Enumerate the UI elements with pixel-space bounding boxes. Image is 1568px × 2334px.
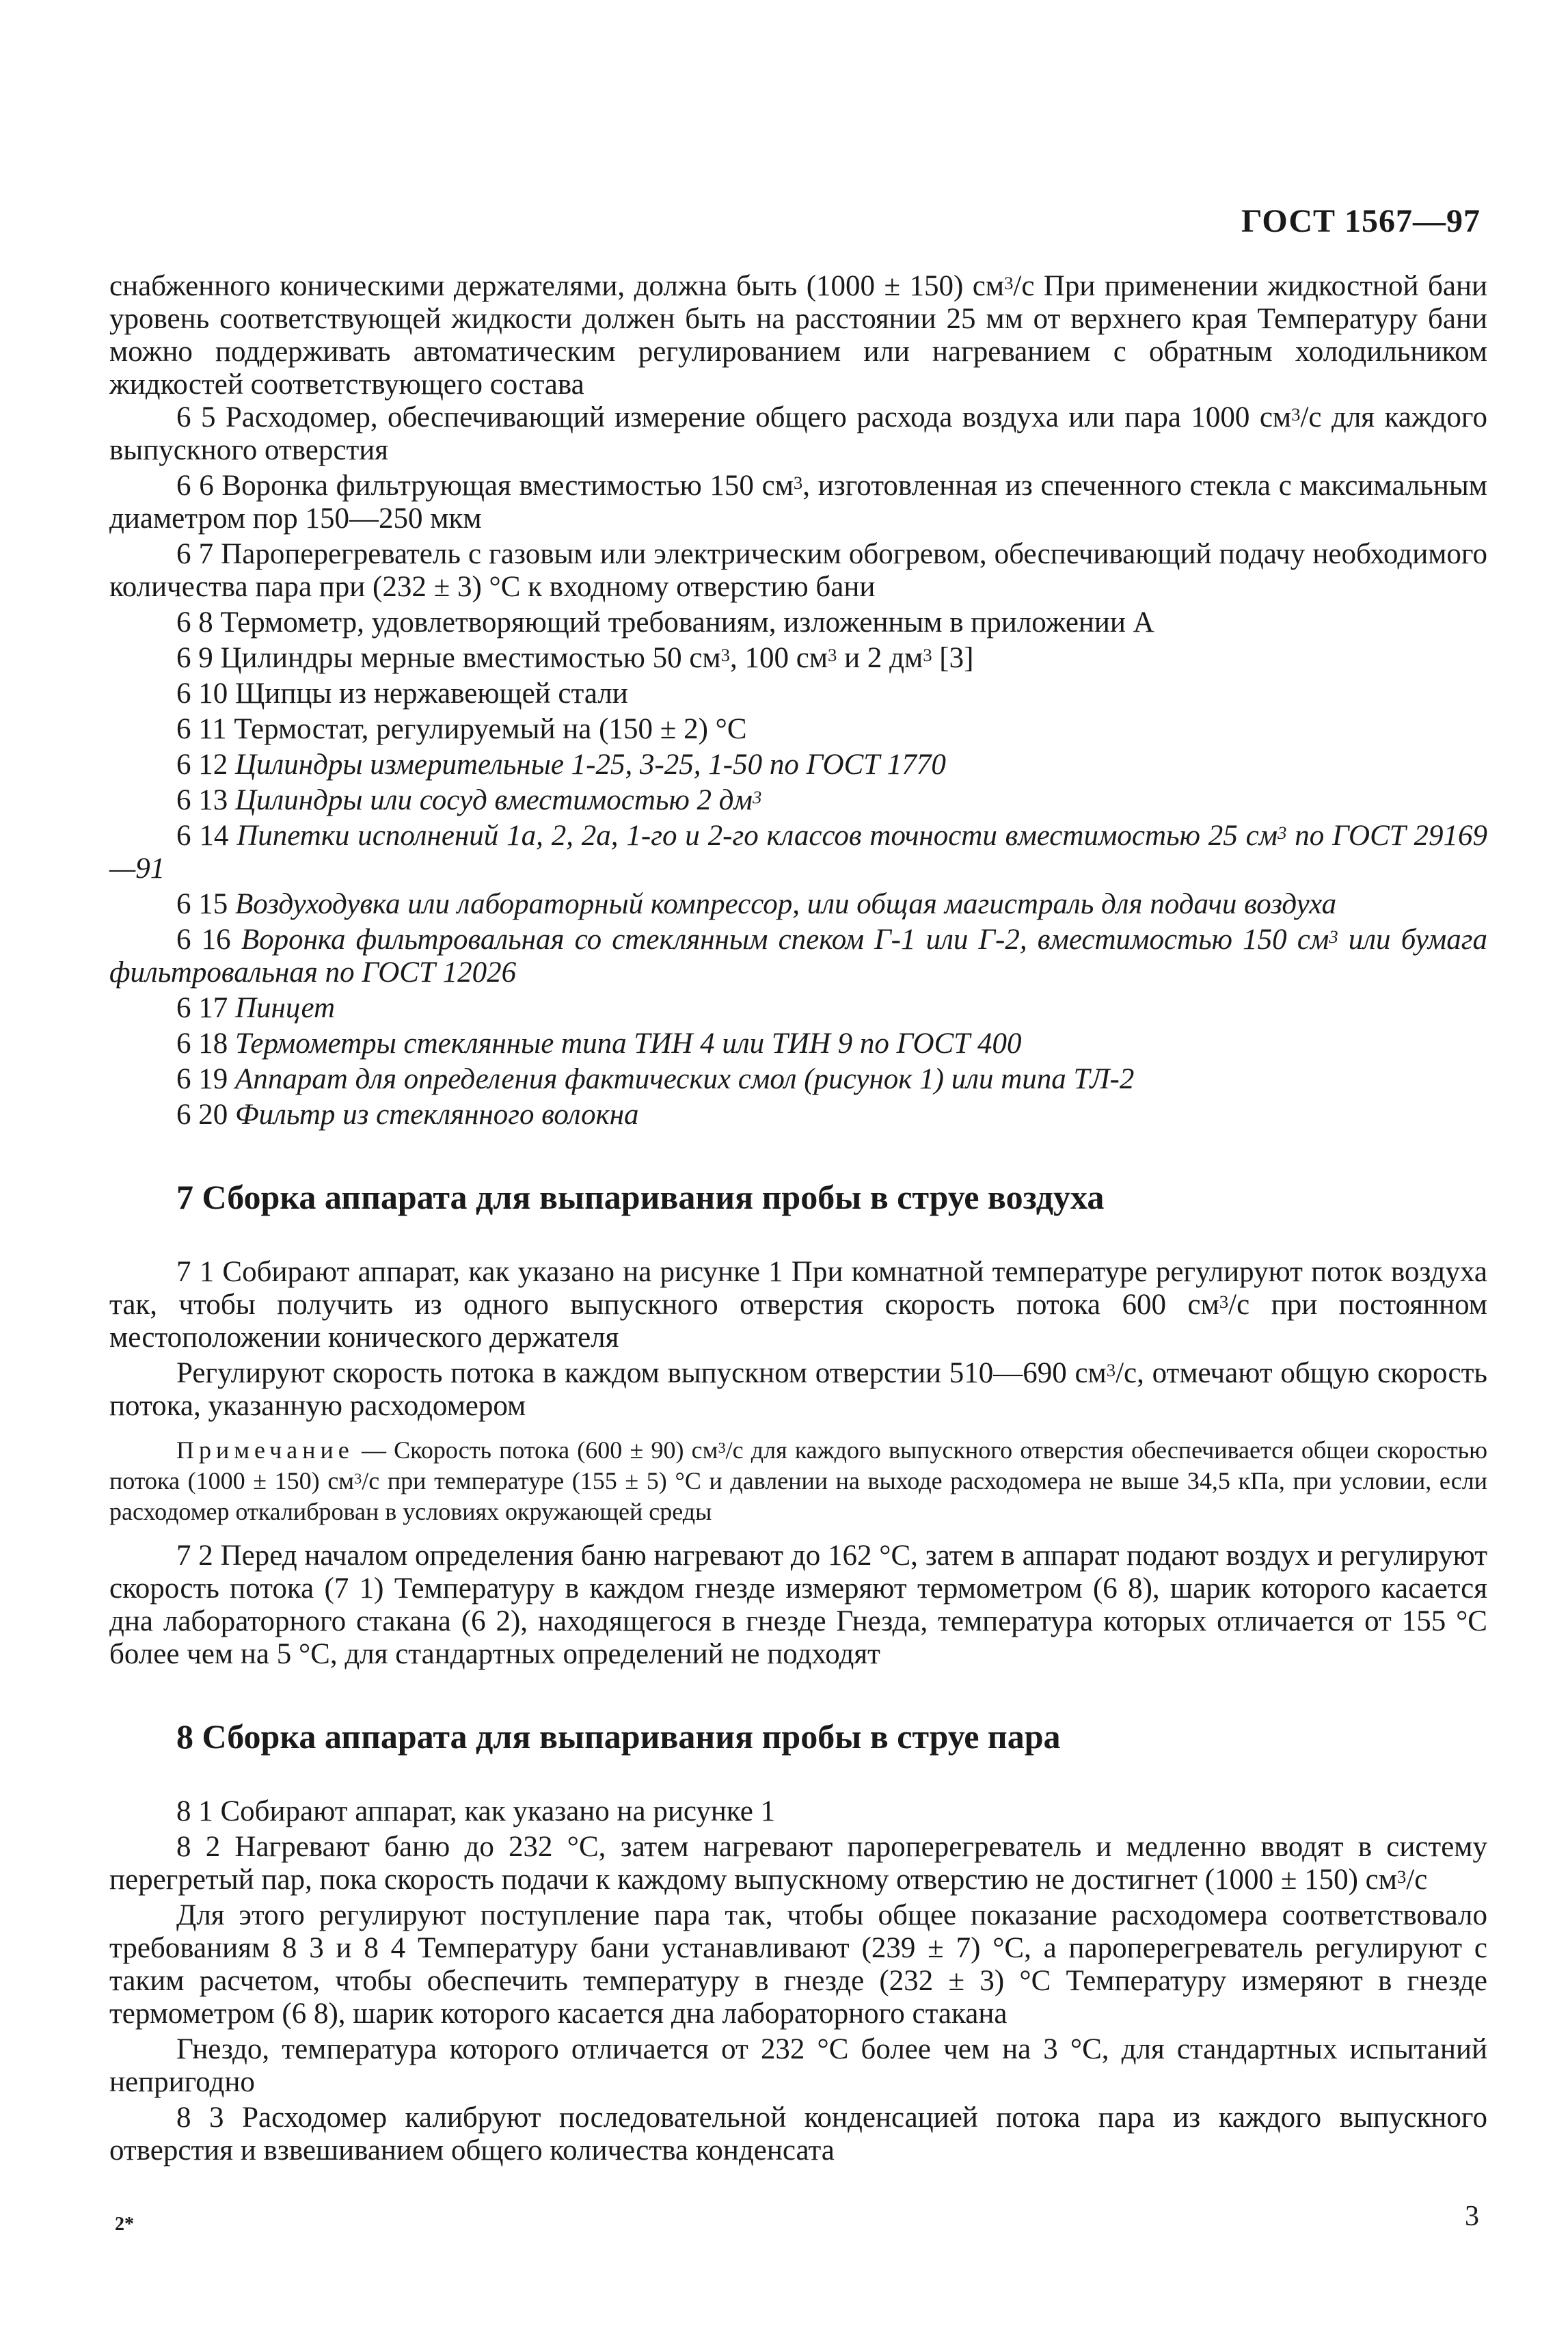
paragraph-8-2-socket: Гнездо, температура которого отличается от 232 °С более чем на 3 °С, для стандартных испытаний непригодно bbox=[109, 2033, 1487, 2098]
item-number: 6 20 bbox=[176, 1099, 228, 1131]
paragraph-7-2: 7 2 Перед началом определения баню нагревают до 162 °С, затем в аппарат подают воздух и регулируют скорость потока (7 1) Температуру в каждом гнезде измеряют термометром (6 8), шарик которого касается дна лабораторного стакана (6 2), находящегося в гнезде Гнезда, температура которых отличается от 155 °С более чем на 5 °С, для стандартных определений не подходят bbox=[109, 1540, 1487, 1670]
item-6-18 bbox=[109, 1028, 1487, 1060]
document-body bbox=[109, 270, 1487, 2167]
paragraph-6-7: 6 7 Пароперегреватель с газовым или электрическим обогревом, обеспечивающий подачу необходимого количества пара при (232 ± 3) °С к входному отверстию бани bbox=[109, 538, 1487, 603]
signature-mark: 2* bbox=[115, 2214, 134, 2235]
item-6-13 bbox=[109, 784, 1487, 817]
item-number: 6 18 bbox=[176, 1028, 228, 1060]
item-6-14 bbox=[109, 820, 1487, 885]
section-8-heading: 8 Сборка аппарата для выпаривания пробы в струе пара bbox=[176, 1717, 1061, 1756]
item-6-20 bbox=[109, 1099, 1487, 1131]
item-6-16 bbox=[109, 924, 1487, 989]
note-text: — Скорость потока (600 ± 90) $см^3/с$ для каждого выпускного отверстия обеспечивается общеи скоростью потока (1000 ± 150) $см^3/с$ при температуре (155 ± 5) °С и давлении на выходе расходомера не выше 34,5 кПа, при условии, если расходомер откалиброван в условиях окружающей среды bbox=[109, 1436, 1487, 1525]
item-number: 6 13 bbox=[176, 784, 228, 816]
item-number: 6 15 bbox=[176, 888, 228, 920]
item-text: Цилиндры измерительные 1-25, 3-25, 1-50 по ГОСТ 1770 bbox=[235, 749, 946, 781]
item-text: Фильтр из стеклянного волокна bbox=[235, 1099, 639, 1131]
item-text: Воронка фильтровальная со стеклянным спеком Г-1 или Г-2, вместимостью 150 $см^3$ или бумага фильтровальная по ГОСТ 12026 bbox=[109, 924, 1487, 989]
paragraph-6-11: 6 11 Термостат, регулируемый на (150 ± 2) °С bbox=[176, 713, 747, 745]
item-number: 6 16 bbox=[176, 924, 231, 956]
page-number: 3 bbox=[1465, 2201, 1479, 2232]
paragraph-8-2: 8 2 Нагревают баню до 232 °С, затем нагревают пароперегреватель и медленно вводят в систему перегретый пар, пока скорость подачи к каждому выпускному отверстию не достигнет (1000 ± 150) $см^3/с$ bbox=[109, 1831, 1487, 1896]
item-6-15 bbox=[109, 888, 1487, 921]
note bbox=[109, 1435, 1487, 1527]
item-text: Термометры стеклянные типа ТИН 4 или ТИН 9 по ГОСТ 400 bbox=[235, 1028, 1022, 1060]
item-number: 6 14 bbox=[176, 820, 229, 852]
paragraph-6-6: 6 6 Воронка фильтрующая вместимостью 150 $см^3$, изготовленная из спеченного стекла с максимальным диаметром пор 150—250 мкм bbox=[109, 470, 1487, 535]
item-text: Воздуходувка или лабораторный компрессор, или общая магистраль для подачи воздуха bbox=[235, 888, 1337, 920]
item-text: Пинцет bbox=[235, 992, 336, 1024]
item-6-12 bbox=[109, 749, 1487, 781]
paragraph-8-2-regulation: Для этого регулируют поступление пара так, чтобы общее показание расходомера соответствовало требованиям 8 3 и 8 4 Температуру бани устанавливают (239 ± 7) °С, а пароперегреватель регулируют с таким расчетом, чтобы обеспечить температуру в гнезде (232 ± 3) °С Температуру измеряют в гнезде термометром (6 8), шарик которого касается дна лабораторного стакана bbox=[109, 1899, 1487, 2030]
item-number: 6 12 bbox=[176, 749, 228, 781]
item-6-19 bbox=[109, 1063, 1487, 1096]
paragraph-6-5: 6 5 Расходомер, обеспечивающий измерение общего расхода воздуха или пара 1000 $см^3/с$ для каждого выпускного отверстия bbox=[109, 401, 1487, 466]
paragraph-7-1-flow: Регулируют скорость потока в каждом выпускном отверстии 510—690 $см^3/с$, отмечают общую скорость потока, указанную расходомером bbox=[109, 1357, 1487, 1422]
item-6-17 bbox=[109, 992, 1487, 1025]
paragraph-6-10: 6 10 Щипцы из нержавеющей стали bbox=[176, 678, 628, 710]
item-text: Аппарат для определения фактических смол (рисунок 1) или типа ТЛ-2 bbox=[235, 1063, 1135, 1095]
paragraph-continuation: снабженного коническими держателями, должна быть (1000 ± 150) $см^3/с$ При применении жидкостной бани уровень соответствующей жидкости должен быть на расстоянии 25 мм от верхнего края Температуру бани можно поддерживать автоматическим регулированием или нагреванием с обратным холодильником жидкостей соответствующего состава bbox=[109, 270, 1487, 401]
paragraph-8-3: 8 3 Расходомер калибруют последовательной конденсацией потока пара из каждого выпускного отверстия и взвешиванием общего количества конденсата bbox=[109, 2102, 1487, 2167]
document-code-header: ГОСТ 1567—97 bbox=[1241, 203, 1481, 239]
paragraph-6-8: 6 8 Термометр, удовлетворяющий требованиям, изложенным в приложении А bbox=[176, 606, 1154, 639]
paragraph-8-1: 8 1 Собирают аппарат, как указано на рисунке 1 bbox=[176, 1795, 776, 1827]
paragraph-7-1: 7 1 Собирают аппарат, как указано на рисунке 1 При комнатной температуре регулируют поток воздуха так, чтобы получить из одного выпускного отверстия скорость потока 600 $см^3/с$ при постоянном местоположении конического держателя bbox=[109, 1256, 1487, 1354]
note-label: Примечание bbox=[176, 1436, 354, 1464]
item-text: Пипетки исполнений 1а, 2, 2а, 1-го и 2-го классов точности вместимостью 25 $см^3$ по ГОСТ 29169—91 bbox=[109, 820, 1488, 885]
item-text: Цилиндры или сосуд вместимостью 2 $дм^3$ bbox=[235, 784, 762, 816]
item-number: 6 17 bbox=[176, 992, 228, 1024]
item-number: 6 19 bbox=[176, 1063, 228, 1095]
section-7-heading: 7 Сборка аппарата для выпаривания пробы в струе воздуха bbox=[176, 1178, 1105, 1216]
paragraph-6-9: 6 9 Цилиндры мерные вместимостью 50 $см^3$, 100 $см^3$ и 2 $дм^3$ [3] bbox=[176, 642, 974, 674]
